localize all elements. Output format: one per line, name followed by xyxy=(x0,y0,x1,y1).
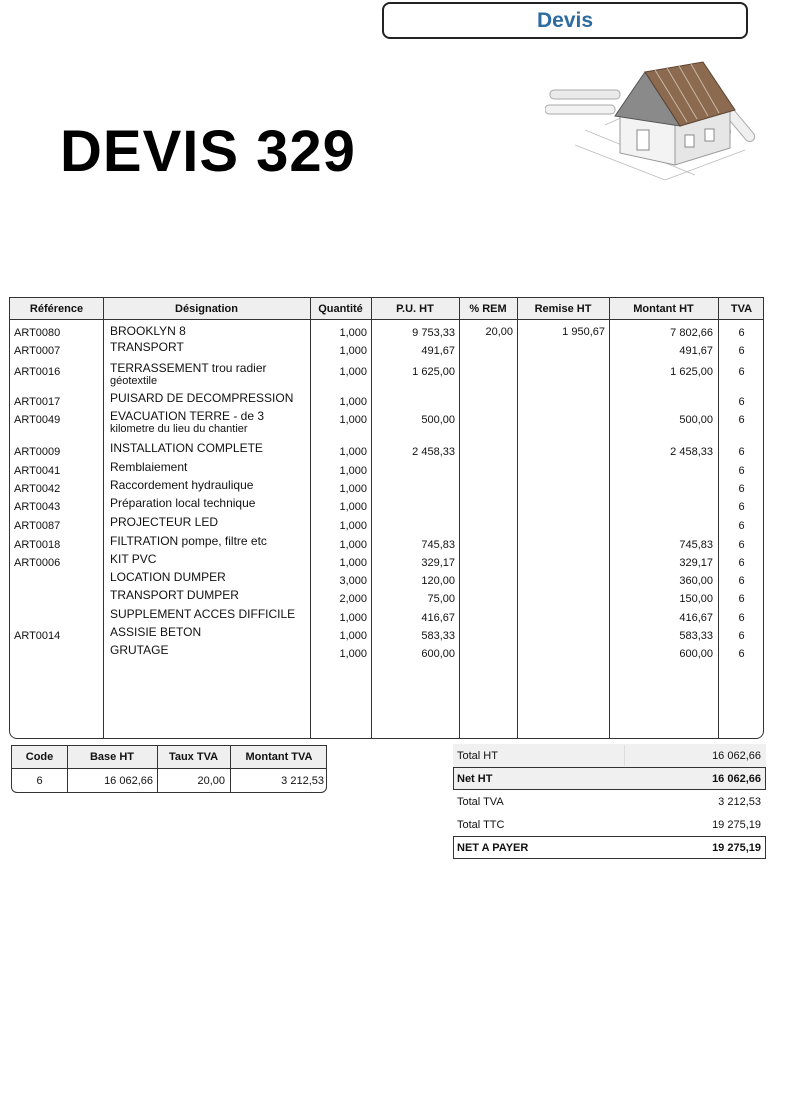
column-divider xyxy=(371,298,372,738)
cell-quantite: 1,000 xyxy=(339,345,367,357)
total-ttc-value: 19 275,19 xyxy=(712,819,761,831)
cell-pu-ht: 416,67 xyxy=(421,612,455,624)
cell-montant-ht: 2 458,33 xyxy=(670,446,713,458)
cell-pu-ht: 9 753,33 xyxy=(412,327,455,339)
page-title: DEVIS 329 xyxy=(60,119,356,184)
house-blueprint-illustration xyxy=(545,50,770,185)
cell-tva: 6 xyxy=(738,575,745,587)
total-ttc-label: Total TTC xyxy=(457,819,505,831)
cell-designation: LOCATION DUMPER xyxy=(110,570,226,584)
cell-montant-ht: 7 802,66 xyxy=(670,327,713,339)
cell-reference: ART0009 xyxy=(14,446,61,458)
cell-rem: 20,00 xyxy=(485,326,513,338)
cell-quantite: 3,000 xyxy=(339,575,367,587)
total-tva-row xyxy=(453,790,766,813)
cell-montant-ht: 583,33 xyxy=(679,630,713,642)
total-ht-value: 16 062,66 xyxy=(712,750,761,762)
cell-pu-ht: 75,00 xyxy=(427,593,455,605)
cell-tva: 6 xyxy=(738,446,745,458)
net-a-payer-value: 19 275,19 xyxy=(712,842,761,854)
cell-designation: PUISARD DE DECOMPRESSION xyxy=(110,391,294,405)
cell-designation: BROOKLYN 8 xyxy=(110,324,186,338)
column-header-reference: Référence xyxy=(29,303,84,315)
cell-pu-ht: 329,17 xyxy=(421,557,455,569)
cell-pu-ht: 120,00 xyxy=(421,575,455,587)
cell-reference: ART0041 xyxy=(14,465,61,477)
cell-tva: 6 xyxy=(738,465,745,477)
column-divider xyxy=(609,298,610,738)
cell-reference: ART0007 xyxy=(14,345,61,357)
cell-designation: Remblaiement xyxy=(110,460,188,474)
tva-table xyxy=(11,745,327,793)
column-header-designation: Désignation xyxy=(175,303,238,315)
cell-designation: Raccordement hydraulique xyxy=(110,478,254,492)
cell-designation-continued: géotextile xyxy=(110,375,158,387)
cell-designation: TERRASSEMENT trou radier xyxy=(110,361,267,375)
cell-designation: TRANSPORT DUMPER xyxy=(110,588,239,602)
cell-pu-ht: 500,00 xyxy=(421,414,455,426)
devis-label-box xyxy=(382,2,748,39)
cell-designation: PROJECTEUR LED xyxy=(110,515,219,529)
cell-quantite: 1,000 xyxy=(339,520,367,532)
tva-cell-montant-tva: 3 212,53 xyxy=(281,775,324,787)
cell-montant-ht: 150,00 xyxy=(679,593,713,605)
cell-reference: ART0049 xyxy=(14,414,61,426)
column-divider xyxy=(310,298,311,738)
cell-designation: KIT PVC xyxy=(110,552,157,566)
cell-designation: GRUTAGE xyxy=(110,643,169,657)
items-table xyxy=(9,297,764,739)
cell-montant-ht: 745,83 xyxy=(679,539,713,551)
cell-quantite: 1,000 xyxy=(339,648,367,660)
total-ttc-row xyxy=(453,813,766,836)
cell-pu-ht: 1 625,00 xyxy=(412,366,455,378)
devis-label: Devis xyxy=(536,8,594,32)
cell-tva: 6 xyxy=(738,396,745,408)
cell-pu-ht: 583,33 xyxy=(421,630,455,642)
tva-header-code: Code xyxy=(25,751,54,763)
cell-designation: FILTRATION pompe, filtre etc xyxy=(110,534,267,548)
cell-tva: 6 xyxy=(738,630,745,642)
cell-designation: EVACUATION TERRE - de 3 xyxy=(110,409,265,423)
tva-cell-taux-tva: 20,00 xyxy=(197,775,225,787)
net-ht-value: 16 062,66 xyxy=(712,773,761,785)
cell-quantite: 1,000 xyxy=(339,366,367,378)
net-ht-row xyxy=(453,767,766,790)
column-divider xyxy=(517,298,518,738)
tva-cell-base-ht: 16 062,66 xyxy=(104,775,153,787)
cell-designation: INSTALLATION COMPLETE xyxy=(110,441,263,455)
cell-pu-ht: 745,83 xyxy=(421,539,455,551)
cell-tva: 6 xyxy=(738,612,745,624)
cell-quantite: 1,000 xyxy=(339,557,367,569)
cell-quantite: 1,000 xyxy=(339,327,367,339)
cell-tva: 6 xyxy=(738,539,745,551)
cell-tva: 6 xyxy=(738,593,745,605)
net-a-payer-label: NET A PAYER xyxy=(457,842,529,854)
column-header-montant-ht: Montant HT xyxy=(633,303,694,315)
column-header-pu-ht: P.U. HT xyxy=(396,303,434,315)
cell-quantite: 1,000 xyxy=(339,630,367,642)
tva-header-base-ht: Base HT xyxy=(89,751,135,763)
column-header-remise-ht: Remise HT xyxy=(534,303,592,315)
cell-reference: ART0014 xyxy=(14,630,61,642)
cell-pu-ht: 2 458,33 xyxy=(412,446,455,458)
cell-tva: 6 xyxy=(738,345,745,357)
cell-designation: SUPPLEMENT ACCES DIFFICILE xyxy=(110,607,296,621)
cell-remise-ht: 1 950,67 xyxy=(562,326,605,338)
cell-reference: ART0018 xyxy=(14,539,61,551)
tva-header-taux-tva: Taux TVA xyxy=(168,751,219,763)
cell-pu-ht: 491,67 xyxy=(421,345,455,357)
net-ht-label: Net HT xyxy=(457,773,493,785)
cell-designation: ASSISIE BETON xyxy=(110,625,202,639)
cell-pu-ht: 600,00 xyxy=(421,648,455,660)
cell-tva: 6 xyxy=(738,557,745,569)
total-tva-value: 3 212,53 xyxy=(718,796,761,808)
cell-reference: ART0006 xyxy=(14,557,61,569)
cell-quantite: 1,000 xyxy=(339,612,367,624)
column-divider xyxy=(459,298,460,738)
cell-designation: Préparation local technique xyxy=(110,496,256,510)
cell-quantite: 1,000 xyxy=(339,483,367,495)
house-icon xyxy=(615,62,735,165)
cell-tva: 6 xyxy=(738,520,745,532)
cell-reference: ART0087 xyxy=(14,520,61,532)
cell-montant-ht: 500,00 xyxy=(679,414,713,426)
cell-quantite: 1,000 xyxy=(339,414,367,426)
total-ht-label: Total HT xyxy=(457,750,498,762)
cell-reference: ART0043 xyxy=(14,501,61,513)
cell-quantite: 1,000 xyxy=(339,446,367,458)
cell-reference: ART0016 xyxy=(14,366,61,378)
cell-montant-ht: 416,67 xyxy=(679,612,713,624)
cell-montant-ht: 491,67 xyxy=(679,345,713,357)
total-ht-row xyxy=(453,744,766,767)
totals-panel xyxy=(453,744,766,859)
cell-tva: 6 xyxy=(738,483,745,495)
tva-cell-code: 6 xyxy=(36,775,43,787)
cell-tva: 6 xyxy=(738,648,745,660)
cell-quantite: 1,000 xyxy=(339,465,367,477)
cell-quantite: 1,000 xyxy=(339,539,367,551)
cell-designation-continued: kilometre du lieu du chantier xyxy=(110,423,248,435)
cell-quantite: 2,000 xyxy=(339,593,367,605)
cell-tva: 6 xyxy=(738,501,745,513)
cell-montant-ht: 360,00 xyxy=(679,575,713,587)
cell-tva: 6 xyxy=(738,414,745,426)
cell-designation: TRANSPORT xyxy=(110,340,184,354)
cell-montant-ht: 1 625,00 xyxy=(670,366,713,378)
cell-reference: ART0080 xyxy=(14,327,61,339)
cell-quantite: 1,000 xyxy=(339,396,367,408)
tva-header-montant-tva: Montant TVA xyxy=(245,751,313,763)
cell-montant-ht: 329,17 xyxy=(679,557,713,569)
column-header-rem: % REM xyxy=(469,303,507,315)
column-header-tva: TVA xyxy=(730,303,753,315)
net-a-payer-row xyxy=(453,836,766,859)
column-divider xyxy=(718,298,719,738)
cell-reference: ART0042 xyxy=(14,483,61,495)
cell-tva: 6 xyxy=(738,327,745,339)
column-header-quantite: Quantité xyxy=(318,303,363,315)
cell-reference: ART0017 xyxy=(14,396,61,408)
column-divider xyxy=(103,298,104,738)
cell-quantite: 1,000 xyxy=(339,501,367,513)
total-tva-label: Total TVA xyxy=(457,796,504,808)
cell-montant-ht: 600,00 xyxy=(679,648,713,660)
cell-tva: 6 xyxy=(738,366,745,378)
